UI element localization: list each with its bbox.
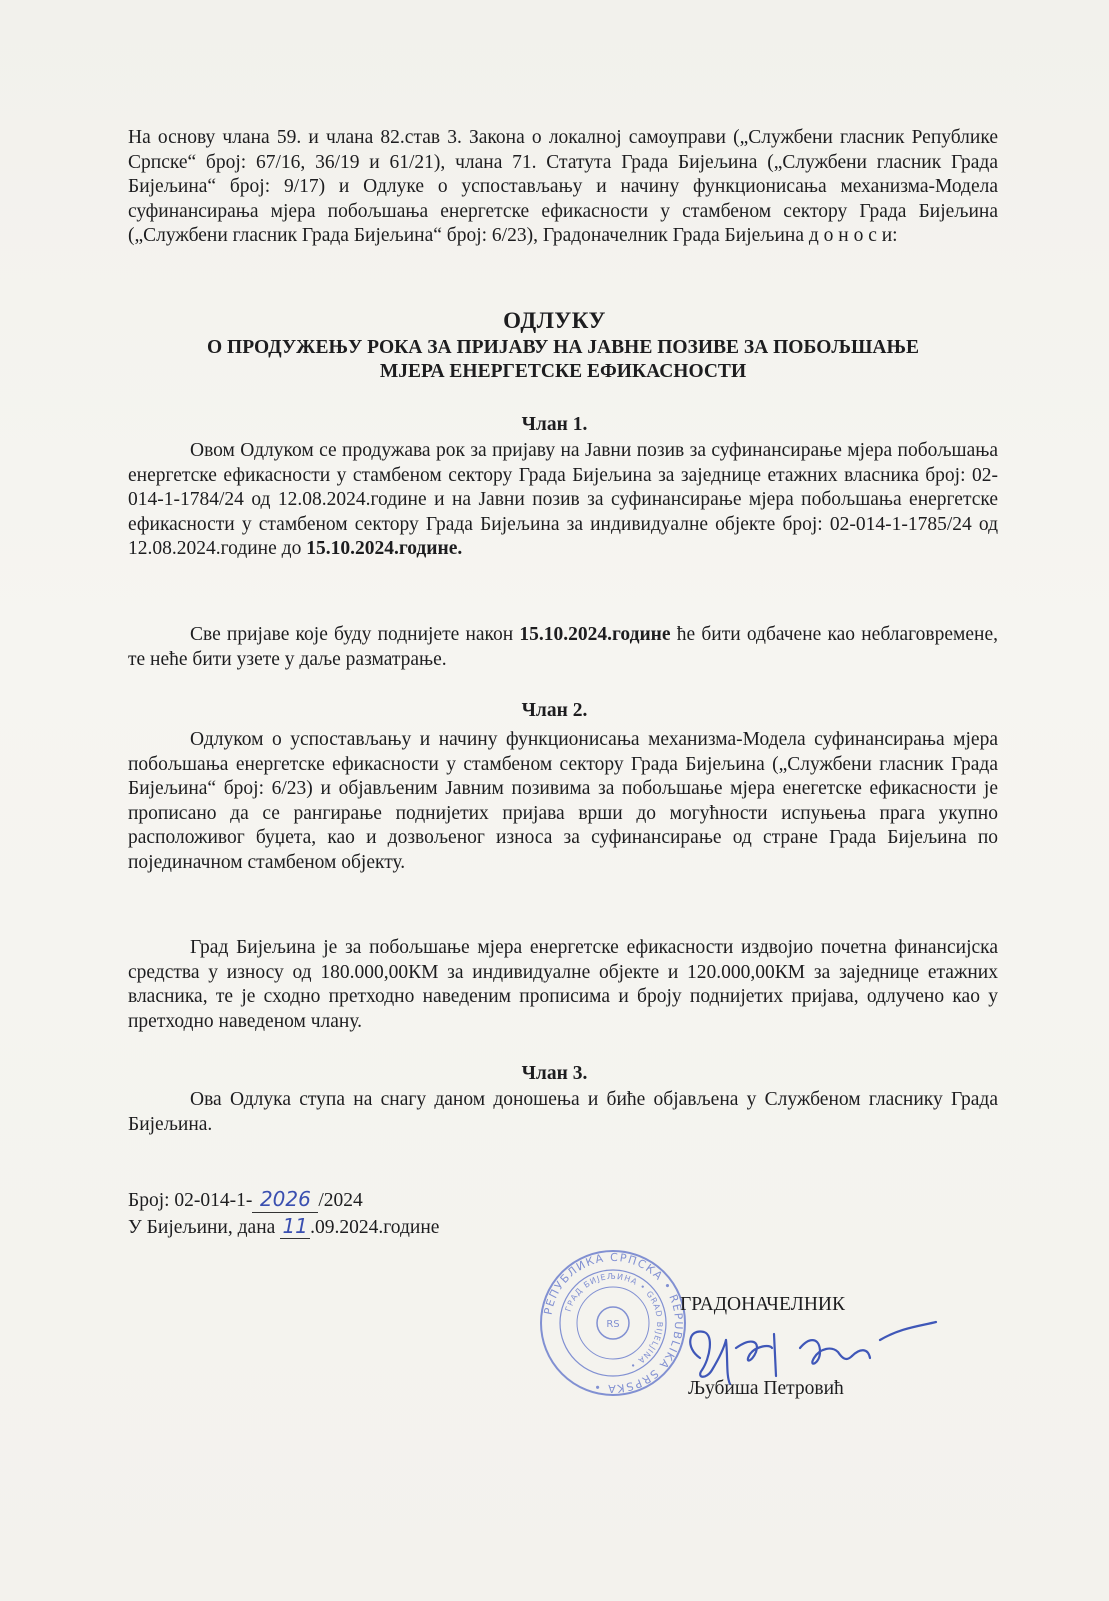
article-1-heading: Члан 1. bbox=[521, 414, 588, 435]
svg-text:РЕПУБЛИКА СРПСКА • REPUBLIKA S: РЕПУБЛИКА СРПСКА • REPUBLIKA SRPSKA • bbox=[541, 1250, 686, 1396]
svg-text:RS: RS bbox=[606, 1319, 620, 1330]
document-date-line bbox=[128, 1214, 548, 1241]
decision-title: ОДЛУКУ bbox=[503, 308, 606, 333]
article-1-p2-deadline: 15.10.2024.године bbox=[519, 624, 671, 645]
article-2-body bbox=[128, 728, 998, 875]
article-1-paragraph-2 bbox=[128, 623, 998, 672]
article-1-p2-post: ће бити одбачене као неблаговремене, те неће бити узете у даље разматрање. bbox=[128, 624, 998, 670]
preamble-block bbox=[128, 126, 998, 249]
footer-block bbox=[128, 1187, 548, 1240]
article-1-p1-text: Овом Одлуком се продужава рок за пријаву на Јавни позив за суфинансирање мјера побољшања енергетске ефикасности у стамбеном сектору Града Бијељина за заједнице етажних власника број: 02-014-1-1784/24 од 12.08.2024.године и на Јавни позив за суфинансирање мјера побољшања енергетске ефикасности у стамбеном сектору Града Бијељина за индивидуалне објекте број: 02-014-1-1785/24 од 12.08.2024.године до bbox=[128, 440, 998, 559]
document-number-suffix: /2024 bbox=[318, 1190, 363, 1211]
document-number-prefix: Број: 02-014-1- bbox=[128, 1190, 253, 1211]
document-date-prefix: У Бијељини, дана bbox=[128, 1216, 281, 1238]
document-number-handwritten: 2026 bbox=[252, 1187, 318, 1213]
article-2-paragraph-2: Град Бијељина је за побољшање мјера енергетске ефикасности издвојио почетна финансијска средства у износу од 180.000,00КМ за индивидуалне објекте и 120.000,00КМ за заједнице етажних власника, те је сходно претходно наведеним прописима и броју поднијетих пријава, одлучено као у претходно наведеном члану. bbox=[128, 937, 998, 1032]
official-stamp bbox=[538, 1248, 688, 1398]
document-date-suffix: .09.2024.године bbox=[310, 1216, 440, 1238]
article-2-body-2 bbox=[128, 936, 998, 1034]
signatory-title: ГРАДОНАЧЕЛНИК bbox=[680, 1294, 846, 1315]
subtitle-line-1: О ПРОДУЖЕЊУ РОКА ЗА ПРИЈАВУ НА ЈАВНЕ ПОЗИВЕ ЗА ПОБОЉШАЊЕ bbox=[207, 337, 919, 358]
subtitle-line-2: МЈЕРА ЕНЕРГЕТСКЕ ЕФИКАСНОСТИ bbox=[379, 361, 747, 382]
document-date-handwritten: 11 bbox=[280, 1214, 310, 1240]
decision-subtitle bbox=[128, 336, 998, 384]
svg-text:ГРАД БИЈЕЉИНА • GRAD BIJELJINA: ГРАД БИЈЕЉИНА • GRAD BIJELJINA • bbox=[563, 1271, 665, 1371]
article-3-heading: Члан 3. bbox=[521, 1063, 588, 1084]
signatory-name: Љубиша Петровић bbox=[688, 1378, 844, 1399]
article-1-body bbox=[128, 439, 998, 562]
article-3-body bbox=[128, 1088, 998, 1137]
article-1-p1-deadline: 15.10.2024.године. bbox=[306, 538, 463, 559]
article-1-paragraph-1 bbox=[128, 439, 998, 562]
article-1-body-2 bbox=[128, 623, 998, 672]
preamble-text: На основу члана 59. и члана 82.став 3. Закона о локалној самоуправи („Службени гласник Републике Српске“ број: 67/16, 36/19 и 61/21), члана 71. Статута Града Бијељина („Службени гласник Града Бијељина“ број: 9/17) и Одлуке о успостављању и начину функционисања механизма-Модела суфинансирања мјера побољшања енергетске ефикасности у стамбеном сектору Града Бијељина („Службени гласник Града Бијељина“ број: 6/23), Градоначелник Града Бијељина д о н о с и: bbox=[128, 127, 998, 246]
document-number-line bbox=[128, 1187, 548, 1214]
article-2-paragraph-1: Одлуком о успостављању и начину функционисања механизма-Модела суфинансирања мјера побољшања енергетске ефикасности у стамбеном сектору Града Бијељина („Службени гласник Града Бијељина“ број: 6/23) и објављеним Јавним позивима за побољшање мјера енегетске ефикасности је прописано да се рангирање поднијетих пријава врши до могућности испуњења прага укупно расположивог буџета, као и дозвољеног износа за суфинансирање од стране Града Бијељина по појединачном стамбеном објекту. bbox=[128, 729, 998, 873]
article-2-heading: Члан 2. bbox=[521, 700, 588, 721]
article-3-paragraph-1: Ова Одлука ступа на снагу даном доношења и биће објављена у Службеном гласнику Града Бијељина. bbox=[128, 1089, 998, 1135]
article-1-p2-pre: Све пријаве које буду поднијете након bbox=[190, 624, 520, 645]
